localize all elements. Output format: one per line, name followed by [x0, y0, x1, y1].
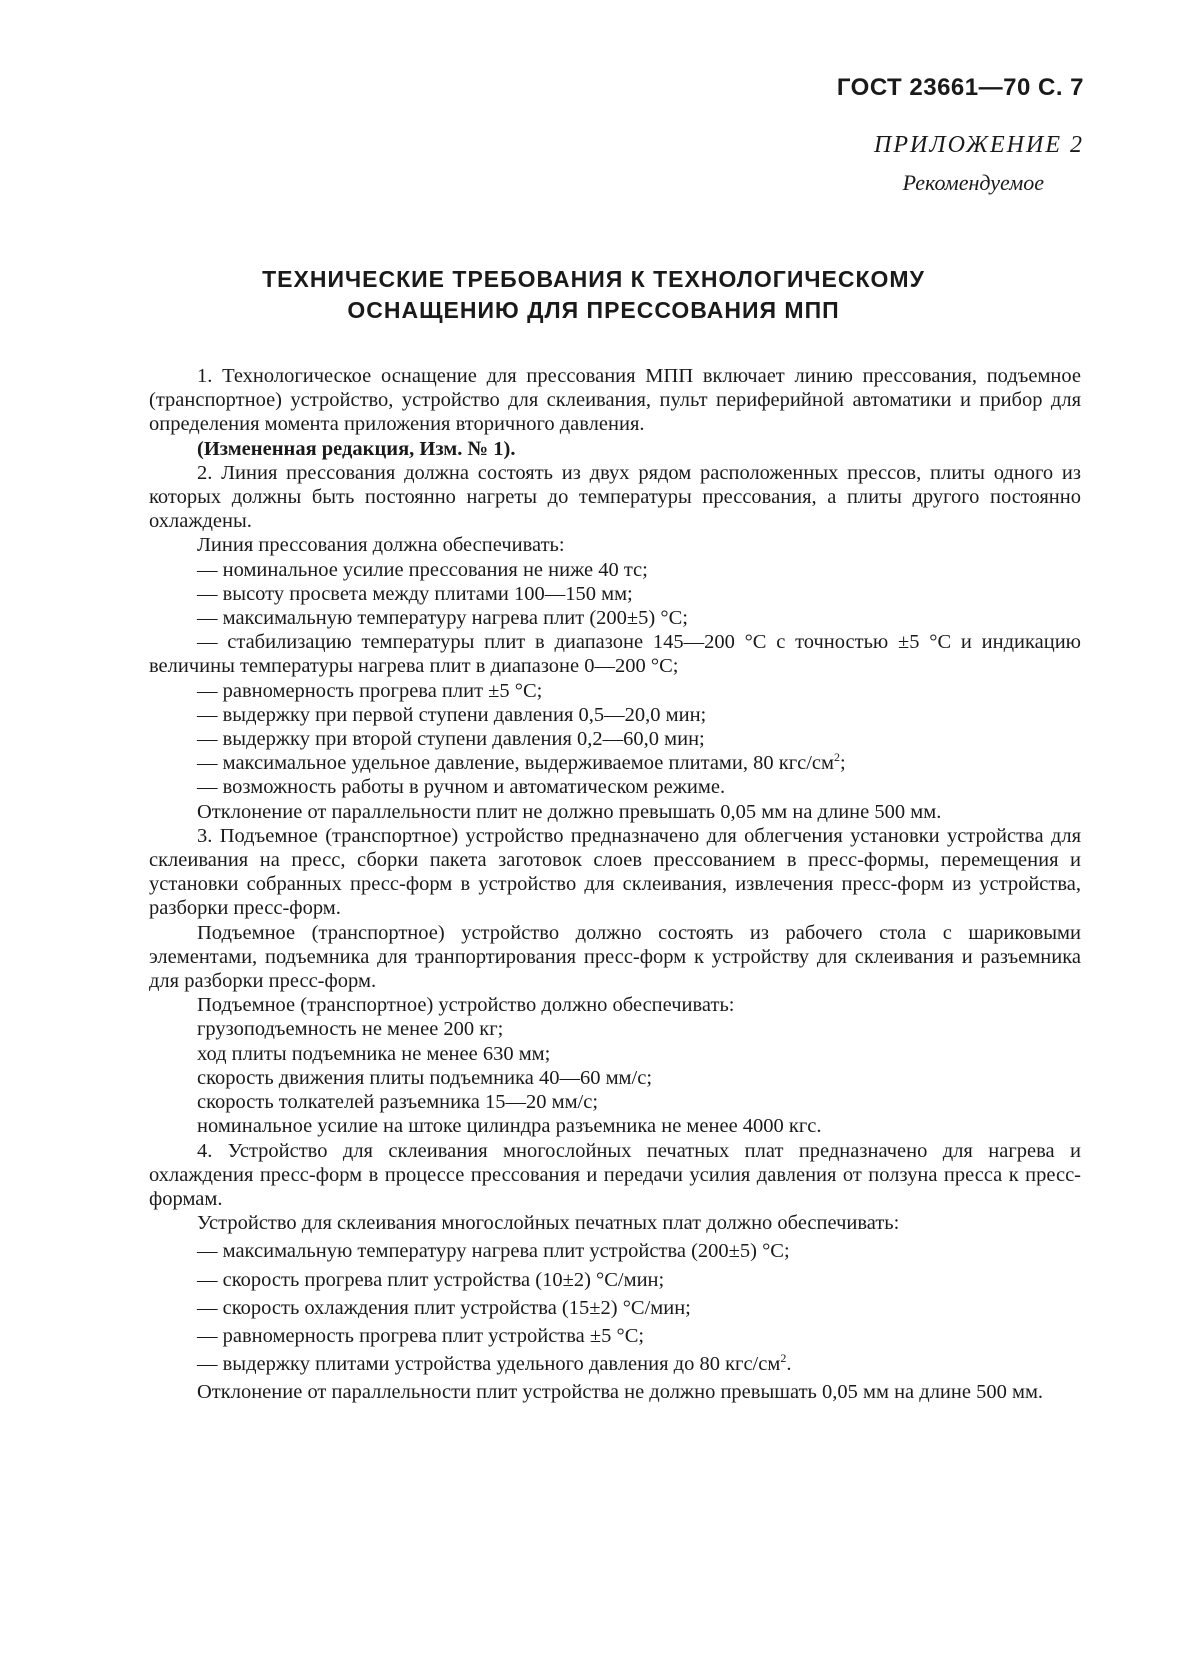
list-item: грузоподъемность не менее 200 кг; [197, 1018, 504, 1041]
superscript: 2 [833, 750, 840, 765]
paragraph-2: 2. Линия прессования должна состоять из двух рядом расположенных прессов, плиты одного из которых должны быть постоянно нагреты до температуры прессования, а плиты другого постоянно охлаждены. [149, 461, 1081, 533]
list-item-end: . [786, 1353, 792, 1376]
paragraph-4-tail: Отклонение от параллельности плит устройства не должно превышать 0,05 мм на длине 500 мм. [197, 1381, 1044, 1404]
list-item: скорость движения плиты подъемника 40—60 мм/с; [197, 1066, 653, 1089]
paragraph-4: 4. Устройство для склеивания многослойных печатных плат предназначено для нагрева и охлаждения пресс-форм в процессе прессования и передачи усилия давления от ползуна пресса к пресс-формам. [149, 1139, 1081, 1210]
list-item: — выдержку при второй ступени давления 0,2—60,0 мин; [197, 728, 705, 751]
list-item-end: ; [839, 752, 846, 775]
list-item: — скорость охлаждения плит устройства (15±2) °С/мин; [197, 1296, 691, 1319]
list-item: — максимальную температуру нагрева плит устройства (200±5) °С; [197, 1240, 790, 1263]
list-item: — равномерность прогрева плит устройства ±5 °С; [197, 1324, 645, 1347]
list-item: — максимальную температуру нагрева плит (200±5) °С; [197, 607, 688, 630]
list-item: — номинальное усилие прессования не ниже 40 тс; [197, 558, 648, 581]
list-item: — равномерность прогрева плит ±5 °С; [197, 679, 543, 702]
list-item: — стабилизацию температуры плит в диапазоне 145—200 °С с точностью ±5 °С и индикацию величины температуры нагрева плит в диапазоне 0—200 °С; [149, 631, 1081, 678]
title-line-1: ТЕХНИЧЕСКИЕ ТРЕБОВАНИЯ К ТЕХНОЛОГИЧЕСКОМУ [262, 266, 925, 292]
list-item: — возможность работы в ручном и автоматическом режиме. [197, 776, 726, 799]
paragraph-3b: Подъемное (транспортное) устройство должно состоять из рабочего стола с шариковыми элементами, подъемника для транпортирования пресс-форм к устройству для склеивания и разъемника для разборки пресс-форм. [149, 921, 1081, 993]
paragraph-2-tail: Отклонение от параллельности плит не должно превышать 0,05 мм на длине 500 мм. [197, 800, 942, 823]
list-item: скорость толкателей разъемника 15—20 мм/с; [197, 1091, 599, 1114]
appendix-label: ПРИЛОЖЕНИЕ 2 [874, 132, 1084, 158]
section-title [0, 264, 1187, 326]
list-item: — высоту просвета между плитами 100—150 мм; [197, 582, 633, 605]
list-item-text: — выдержку плитами устройства удельного давления до 80 кгс/см [197, 1353, 781, 1376]
document-code: ГОСТ 23661—70 С. 7 [836, 74, 1084, 101]
superscript: 2 [780, 1351, 787, 1366]
list-item: номинальное усилие на штоке цилиндра разъемника не менее 4000 кгс. [197, 1115, 822, 1138]
list-item: — скорость прогрева плит устройства (10±2) °С/мин; [197, 1268, 665, 1291]
document-body [149, 364, 1081, 1405]
list-item-pressure [149, 751, 1081, 775]
list-item: ход плиты подъемника не менее 630 мм; [197, 1042, 551, 1065]
list-item-pressure [149, 1352, 1081, 1376]
paragraph-2-intro: Линия прессования должна обеспечивать: [197, 534, 565, 557]
amendment-note: (Измененная редакция, Изм. № 1). [197, 437, 516, 460]
paragraph-3: 3. Подъемное (транспортное) устройство предназначено для облегчения установки устройства для склеивания на пресс, сборки пакета заготовок слоев прессованием в пресс-формы, перемещения и установки собранных пресс-форм в устройство для склеивания, извлечения пресс-форм из устройства, разборки пресс-форм. [149, 824, 1081, 920]
appendix-status: Рекомендуемое [902, 170, 1044, 195]
list-item-text: — максимальное удельное давление, выдерживаемое плитами, 80 кгс/см [197, 752, 834, 775]
paragraph-1: 1. Технологическое оснащение для прессования МПП включает линию прессования, подъемное (транспортное) устройство, устройство для склеивания, пульт периферийной автоматики и прибор для определения момента приложения вторичного давления. [149, 365, 1081, 436]
paragraph-3-intro: Подъемное (транспортное) устройство должно обеспечивать: [197, 994, 735, 1017]
paragraph-4-intro: Устройство для склеивания многослойных печатных плат должно обеспечивать: [197, 1212, 900, 1235]
list-item: — выдержку при первой ступени давления 0,5—20,0 мин; [197, 703, 707, 726]
title-line-2: ОСНАЩЕНИЮ ДЛЯ ПРЕССОВАНИЯ МПП [347, 297, 840, 323]
